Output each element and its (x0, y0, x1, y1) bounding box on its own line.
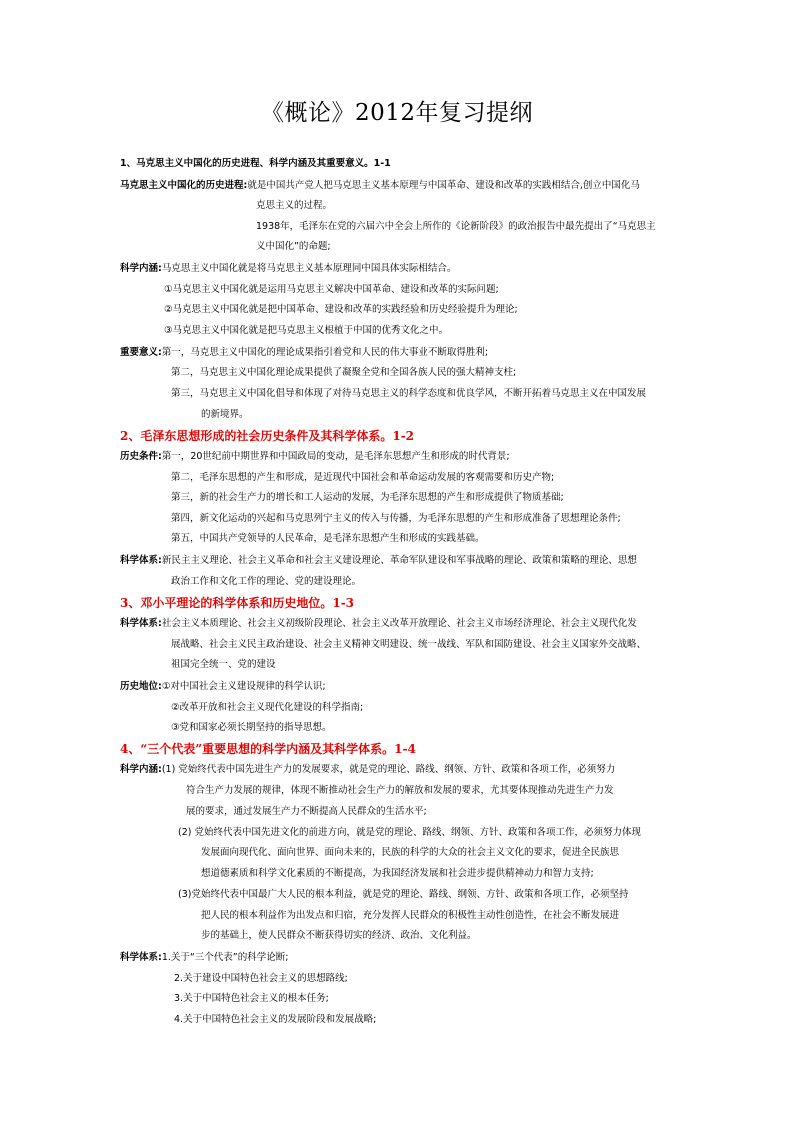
s3-pos-line (120, 680, 326, 694)
s2-sys-1: 新民主主义理论、社会主义革命和社会主义建设理论、革命军队建设和军事战略的理论、政策和策略的理论、思想 (161, 555, 637, 566)
s1-significance-line (120, 346, 488, 360)
s3-sys-2: 展战略、社会主义民主政治建设、社会主义精神文明建设、统一战线、军队和国防建设、社会主义国家外交战略、 (171, 639, 647, 650)
section-2-heading: 2、毛泽东思想形成的社会历史条件及其科学体系。1-2 (120, 429, 415, 443)
s4-sys-2: 2.关于建设中国特色社会主义的思想路线; (174, 973, 348, 984)
s1-significance-2: 第二，马克思主义中国化理论成果提供了凝聚全党和全国各族人民的强大精神支柱; (171, 367, 517, 378)
s1-connotation-item-1: ①马克思主义中国化就是运用马克思主义解决中国革命、建设和改革的实际问题; (164, 284, 499, 295)
s1-connotation-label: 科学内涵: (120, 263, 162, 274)
s4-p2-1: (2) 党始终代表中国先进文化的前进方向，就是党的理论、路线、纲领、方针、政策和各项工作，必须努力体现 (178, 827, 641, 838)
s4-p1-1: (1) 党始终代表中国先进生产力的发展要求，就是党的理论、路线、纲领、方针、政策和各项工作，必须努力 (161, 764, 616, 775)
s1-history-1: 1938年，毛泽东在党的六届六中全会上所作的《论新阶段》的政治报告中最先提出了“马克思主 (256, 221, 656, 232)
s2-cond-5: 第五，中国共产党领导的人民革命，是毛泽东思想产生和形成的实践基础。 (171, 533, 485, 544)
s4-sys-3: 3.关于中国特色社会主义的根本任务; (174, 993, 329, 1004)
s1-process-line-1 (120, 179, 640, 193)
s1-process-label: 马克思主义中国化的历史进程: (120, 180, 248, 191)
s2-cond-3: 第三，新的社会生产力的增长和工人运动的发展，为毛泽东思想的产生和形成提供了物质基础; (171, 492, 564, 503)
s1-connotation-item-2: ②马克思主义中国化就是把中国革命、建设和改革的实践经验和历史经验提升为理论; (164, 304, 518, 315)
s2-cond-1: 第一，20世纪前中期世界和中国政局的变动，是毛泽东思想产生和形成的时代背景; (161, 451, 510, 462)
s3-sys-3: 祖国完全统一、党的建设 (171, 659, 276, 670)
s4-p2-2: 发展面向现代化、面向世界、面向未来的，民族的科学的大众的社会主义文化的要求，促进全民族思 (201, 847, 620, 858)
s1-connotation-text: 马克思主义中国化就是将马克思主义基本原理同中国具体实际相结合。 (161, 263, 457, 274)
s1-connotation-line (120, 262, 456, 276)
s3-pos-1: ①对中国社会主义建设规律的科学认识; (161, 681, 326, 692)
s1-significance-3b: 的新境界。 (201, 409, 249, 420)
s3-pos-2: ②改革开放和社会主义现代化建设的科学指南; (171, 702, 364, 713)
s1-significance-label: 重要意义: (120, 347, 162, 358)
s4-sys-line (120, 951, 288, 965)
s2-cond-4: 第四，新文化运动的兴起和马克思列宁主义的传入与传播，为毛泽东思想的产生和形成准备了思想理论条件; (171, 513, 621, 524)
s4-p3-1: (3)党始终代表中国最广大人民的根本利益，就是党的理论、路线、纲领、方针、政策和各项工作，必须坚持 (178, 889, 629, 900)
s1-process-text-1: 就是中国共产党人把马克思主义基本原理与中国革命、建设和改革的实践相结合,创立中国化马 (247, 180, 640, 191)
s4-sys-1: 1.关于“三个代表”的科学论断; (161, 952, 289, 963)
s4-p1-2: 符合生产力发展的规律，体现不断推动社会生产力的解放和发展的要求，尤其要体现推动先进生产力发 (186, 785, 614, 796)
s1-history-2: 义中国化”的命题; (256, 241, 331, 252)
s3-pos-label: 历史地位: (120, 681, 162, 692)
section-1-heading: 1、马克思主义中国化的历史进程、科学内涵及其重要意义。1-1 (120, 158, 391, 169)
section-4-heading: 4、“三个代表”重要思想的科学内涵及其科学体系。1-4 (120, 742, 416, 756)
s4-p3-2: 把人民的根本利益作为出发点和归宿，充分发挥人民群众的积极性主动性创造性，在社会不断发展进 (201, 910, 620, 921)
s3-sys-line (120, 617, 637, 631)
s1-process-text-2: 克思主义的过程。 (256, 200, 333, 211)
s2-cond-label: 历史条件: (120, 451, 162, 462)
s3-pos-3: ③党和国家必须长期坚持的指导思想。 (171, 722, 332, 733)
s4-sys-4: 4.关于中国特色社会主义的发展阶段和发展战略; (174, 1014, 377, 1025)
s4-p2-3: 想道德素质和科学文化素质的不断提高，为我国经济发展和社会进步提供精神动力和智力支持; (201, 868, 594, 879)
s1-connotation-item-3: ③马克思主义中国化就是把马克思主义根植于中国的优秀文化之中。 (164, 325, 449, 336)
s2-sys-line (120, 554, 637, 568)
s2-sys-label: 科学体系: (120, 555, 162, 566)
s4-p3-3: 步的基础上，使人民群众不断获得切实的经济、政治、文化利益。 (201, 930, 477, 941)
s2-cond-2: 第二，毛泽东思想的产生和形成，是近现代中国社会和革命运动发展的客观需要和历史产物; (171, 472, 555, 483)
s4-conn-line (120, 763, 615, 777)
s4-conn-label: 科学内涵: (120, 764, 162, 775)
page-title: 《概论》2012年复习提纲 (260, 100, 534, 126)
s2-sys-2: 政治工作和文化工作的理论、党的建设理论。 (171, 576, 362, 587)
s1-significance-3a: 第三，马克思主义中国化倡导和体现了对待马克思主义的科学态度和优良学风，不断开拓着马克思主义在中国发展 (171, 388, 647, 399)
section-3-heading: 3、邓小平理论的科学体系和历史地位。1-3 (120, 596, 355, 610)
s2-cond-line (120, 450, 510, 464)
s1-significance-1: 第一，马克思主义中国化的理论成果指引着党和人民的伟大事业不断取得胜利; (161, 347, 489, 358)
s3-sys-1: 社会主义本质理论、社会主义初级阶段理论、社会主义改革开放理论、社会主义市场经济理论、社会主义现代化发 (161, 618, 637, 629)
s4-p1-3: 展的要求，通过发展生产力不断提高人民群众的生活水平; (186, 806, 427, 817)
s3-sys-label: 科学体系: (120, 618, 162, 629)
s4-sys-label: 科学体系: (120, 952, 162, 963)
